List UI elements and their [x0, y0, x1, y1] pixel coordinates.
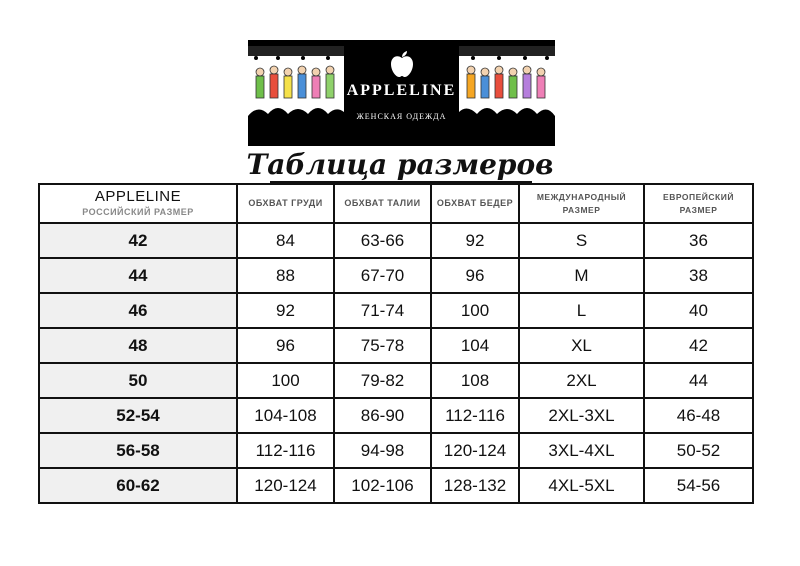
- cell-russian-size: 50: [39, 363, 237, 398]
- cell-chest: 96: [237, 328, 334, 363]
- cell-waist: 86-90: [334, 398, 431, 433]
- header-brand-name: APPLELINE: [94, 188, 182, 205]
- size-chart-table: [38, 183, 754, 504]
- header-international-size: МЕЖДУНАРОДНЫЙ РАЗМЕР: [519, 184, 644, 223]
- apple-icon: [389, 50, 415, 78]
- cell-chest: 104-108: [237, 398, 334, 433]
- brand-block: [344, 40, 459, 146]
- header-russian-size: [39, 184, 237, 223]
- cell-russian-size: 48: [39, 328, 237, 363]
- cell-russian-size: 46: [39, 293, 237, 328]
- cell-waist: 102-106: [334, 468, 431, 503]
- cell-russian-size: 56-58: [39, 433, 237, 468]
- cell-russian-size: 42: [39, 223, 237, 258]
- cell-international: 2XL: [519, 363, 644, 398]
- cell-international: S: [519, 223, 644, 258]
- cell-waist: 94-98: [334, 433, 431, 468]
- cell-international: XL: [519, 328, 644, 363]
- cell-waist: 63-66: [334, 223, 431, 258]
- cell-waist: 75-78: [334, 328, 431, 363]
- header-hips: ОБХВАТ БЕДЕР: [431, 184, 519, 223]
- cell-chest: 100: [237, 363, 334, 398]
- cell-waist: 79-82: [334, 363, 431, 398]
- cell-european: 38: [644, 258, 753, 293]
- page-title: Таблица размеров: [246, 148, 554, 181]
- cell-european: 42: [644, 328, 753, 363]
- cell-hips: 120-124: [431, 433, 519, 468]
- cell-chest: 92: [237, 293, 334, 328]
- table-row: [39, 398, 753, 433]
- cell-chest: 120-124: [237, 468, 334, 503]
- cell-european: 50-52: [644, 433, 753, 468]
- cell-european: 36: [644, 223, 753, 258]
- cell-chest: 88: [237, 258, 334, 293]
- cell-hips: 96: [431, 258, 519, 293]
- cell-russian-size: 52-54: [39, 398, 237, 433]
- table-row: [39, 293, 753, 328]
- table-row: [39, 363, 753, 398]
- cell-chest: 112-116: [237, 433, 334, 468]
- header-chest: ОБХВАТ ГРУДИ: [237, 184, 334, 223]
- cell-international: M: [519, 258, 644, 293]
- brand-subtitle: ЖЕНСКАЯ ОДЕЖДА: [356, 112, 447, 121]
- table-row: [39, 433, 753, 468]
- cell-hips: 108: [431, 363, 519, 398]
- cell-russian-size: 60-62: [39, 468, 237, 503]
- cell-hips: 128-132: [431, 468, 519, 503]
- brand-name: APPLELINE: [346, 82, 457, 99]
- cell-european: 54-56: [644, 468, 753, 503]
- cell-hips: 92: [431, 223, 519, 258]
- table-row: [39, 328, 753, 363]
- cell-international: 2XL-3XL: [519, 398, 644, 433]
- cell-international: 3XL-4XL: [519, 433, 644, 468]
- table-header-row: [39, 184, 753, 223]
- cell-european: 44: [644, 363, 753, 398]
- cell-waist: 67-70: [334, 258, 431, 293]
- header-european-size: ЕВРОПЕЙСКИЙ РАЗМЕР: [644, 184, 753, 223]
- cell-chest: 84: [237, 223, 334, 258]
- table-row: [39, 223, 753, 258]
- cell-hips: 104: [431, 328, 519, 363]
- cell-international: L: [519, 293, 644, 328]
- header-waist: ОБХВАТ ТАЛИИ: [334, 184, 431, 223]
- cell-russian-size: 44: [39, 258, 237, 293]
- table-row: [39, 468, 753, 503]
- brand-banner: [248, 40, 555, 146]
- fashion-crowd-illustration-left: [248, 46, 344, 140]
- cell-hips: 100: [431, 293, 519, 328]
- fashion-crowd-illustration-right: [459, 46, 555, 140]
- cell-european: 40: [644, 293, 753, 328]
- table-row: [39, 258, 753, 293]
- cell-european: 46-48: [644, 398, 753, 433]
- header-russian-size-label: РОССИЙСКИЙ РАЗМЕР: [82, 207, 194, 217]
- cell-international: 4XL-5XL: [519, 468, 644, 503]
- cell-hips: 112-116: [431, 398, 519, 433]
- cell-waist: 71-74: [334, 293, 431, 328]
